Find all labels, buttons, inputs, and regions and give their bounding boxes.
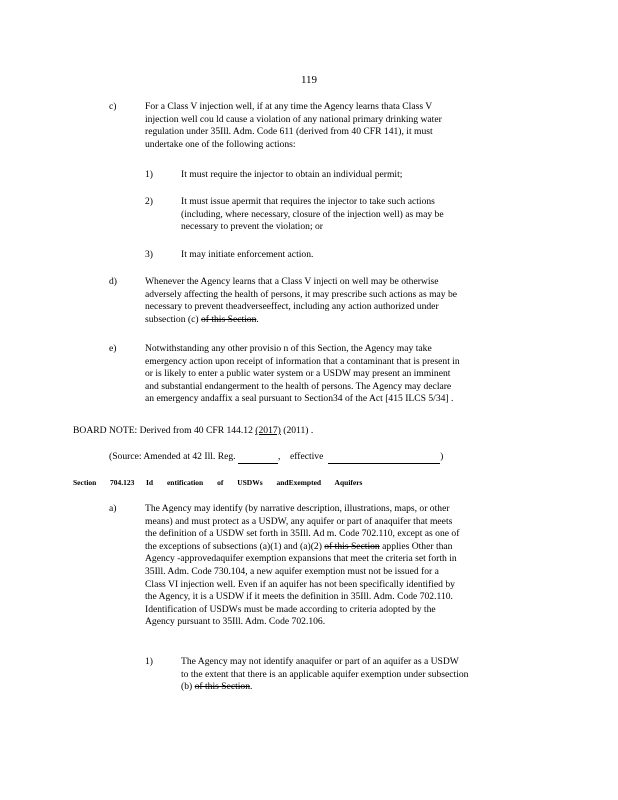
- text-line: injection well cou ld cause a violation of any national primary drinking water: [145, 113, 442, 125]
- text-line: the Agency, it is a USDW if it meets the definition in 35Ill. Adm. Code 702.110.: [145, 591, 453, 603]
- text-line: (including, where necessary, closure of the injection well) as may be: [181, 208, 444, 220]
- page-number: 119: [300, 74, 318, 86]
- text-line: For a Class V injection well, if at any time the Agency learns thata Class V: [145, 101, 433, 112]
- subsection-d-label: d): [109, 276, 117, 287]
- text-line: Notwithstanding any other provisio n of this Section, the Agency may take: [145, 343, 432, 354]
- text-line: Whenever the Agency learns that a Class V injecti on well may be otherwise: [145, 276, 439, 287]
- subsection-a-label: a): [109, 503, 117, 514]
- text-line: adversely affecting the health of persons, it may prescribe such actions as may be: [145, 288, 458, 300]
- subsection-e-label: e): [109, 343, 117, 354]
- text-run: ): [440, 451, 444, 462]
- text-run: applies Other than: [379, 540, 453, 552]
- subsection-c-text: [145, 101, 442, 151]
- text-line: It may initiate enforcement action.: [181, 249, 314, 260]
- item-c1-text: [181, 169, 402, 182]
- underlined-text: (2017): [255, 425, 281, 436]
- text-line: necessary to prevent theadverseeffect, including any action authorized under: [145, 301, 439, 313]
- text-line: Agency pursuant to 35Ill. Adm. Code 702.106.: [145, 616, 326, 628]
- text-line: undertake one of the following actions:: [145, 138, 296, 150]
- text-line: Class VI injection well. Even if an aquifer has not been specifically identified by: [145, 578, 455, 590]
- text-line: Agency -approvedaquifer exemption expansions that meet the criteria set forth in: [145, 553, 457, 565]
- text-line: It must require the injector to obtain an individual permit;: [181, 169, 403, 180]
- subsection-d-text: [145, 276, 457, 326]
- text-line: Identification of USDWs must be made according to criteria adopted by the: [145, 603, 436, 615]
- text-line: means) and must protect as a USDW, any aquifer or part of anaquifer that meets: [145, 515, 453, 527]
- text-run: ,: [277, 451, 281, 462]
- text-line: or is likely to enter a public water system or a USDW may present an imminent: [145, 368, 451, 380]
- text-line: the definition of a USDW set forth in 35Ill. Ad m. Code 702.110, except as one of: [145, 528, 460, 540]
- subsection-a-text: [145, 503, 459, 629]
- item-a1-label: 1): [145, 656, 153, 667]
- text-line: necessary to prevent the violation; or: [181, 221, 323, 233]
- text-run: the exceptions of subsections (a)(1) and (a)(2): [145, 540, 325, 552]
- text-run: (2011) .: [280, 425, 314, 436]
- source-note: [109, 451, 443, 464]
- text-run: (b): [181, 681, 195, 693]
- section-word: Section: [73, 478, 97, 487]
- struck-text: of this Section: [324, 540, 380, 552]
- effective-word: effective: [289, 451, 324, 462]
- struck-text: of this Section: [194, 681, 251, 693]
- section-title: Id entification of USDWs andExempted Aquifers: [146, 478, 363, 487]
- board-note: [73, 425, 313, 438]
- text-run: BOARD NOTE: Derived from 40 CFR 144.12: [73, 425, 256, 436]
- text-line: The Agency may not identify anaquifer or part of an aquifer as a USDW: [181, 656, 459, 667]
- item-c2-label: 2): [145, 196, 153, 207]
- blank-line: [328, 453, 440, 464]
- text-line: emergency action upon receipt of information that a contaminant that is present in: [145, 355, 460, 367]
- text-run: .: [250, 681, 253, 693]
- text-line: [145, 314, 457, 327]
- subsection-c-label: c): [109, 101, 117, 112]
- subsection-e-text: [145, 343, 460, 406]
- item-c3-label: 3): [145, 249, 153, 260]
- source-prefix: (Source: Amended at 42 Ill. Reg.: [109, 451, 236, 462]
- text-line: an emergency andaffix a seal pursuant to Section34 of the Act [415 ILCS 5/34] .: [145, 393, 454, 405]
- blank-line: [238, 451, 281, 464]
- text-line: 35Ill. Adm. Code 730.104, a new aquifer exemption must not be issued for a: [145, 565, 439, 577]
- text-line: and substantial endangerment to the health of persons. The Agency may declare: [145, 380, 452, 392]
- text-line: to the extent that there is an applicable aquifer exemption under subsection: [181, 668, 469, 680]
- text-line: It must issue apermit that requires the injector to take such actions: [181, 196, 435, 207]
- text-run: .: [256, 313, 259, 325]
- struck-text: of this Section: [200, 313, 257, 325]
- text-line: The Agency may identify (by narrative description, illustrations, maps, or other: [145, 503, 450, 514]
- item-c2-text: [181, 196, 444, 234]
- section-number: 704.123: [110, 478, 135, 487]
- item-a1-text: [181, 656, 468, 694]
- item-c1-label: 1): [145, 169, 153, 180]
- text-run: subsection (c): [145, 313, 201, 325]
- item-c3-text: [181, 249, 313, 262]
- text-line: regulation under 35Ill. Adm. Code 611 (derived from 40 CFR 141), it must: [145, 126, 433, 138]
